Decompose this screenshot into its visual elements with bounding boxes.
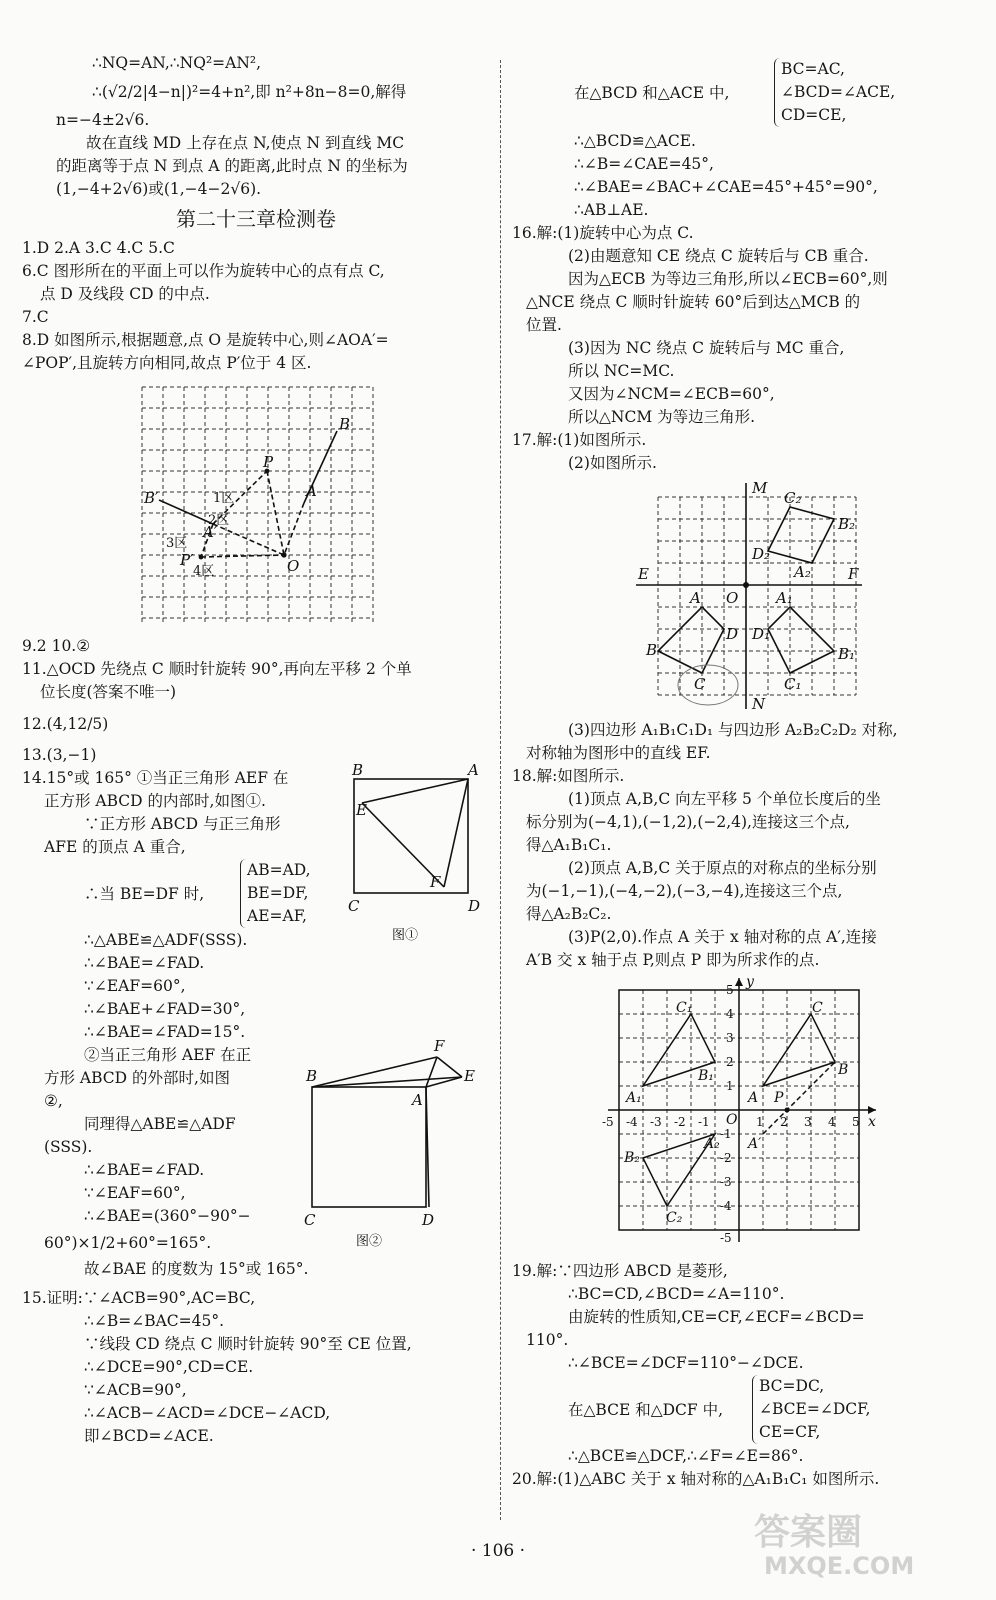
text-line: ∴当 BE=DF 时, bbox=[84, 885, 205, 903]
text-line: 又因为∠NCM=∠ECB=60°, bbox=[568, 385, 775, 403]
text-line: ∴∠BAE=∠FAD=15°. bbox=[84, 1023, 246, 1041]
text-line: (2)由题意知 CE 绕点 C 旋转后与 CB 重合. bbox=[568, 247, 869, 265]
equation: CD=CE, bbox=[781, 106, 847, 124]
tick-x: 4 bbox=[828, 1115, 836, 1129]
label-b2: B₂ bbox=[838, 515, 856, 533]
label-c2: C₂ bbox=[666, 1210, 683, 1226]
text-line: (3)因为 NC 绕点 C 旋转后与 MC 重合, bbox=[568, 339, 845, 357]
text-line: 得△A₁B₁C₁. bbox=[526, 836, 612, 854]
coordinate-figure-q18 bbox=[512, 976, 974, 1256]
text-line: ∵线段 CD 绕点 C 顺时针旋转 90°至 CE 位置, bbox=[84, 1335, 412, 1353]
square-abcd bbox=[312, 1087, 426, 1207]
label-e: E bbox=[638, 565, 649, 583]
point-o bbox=[743, 582, 749, 588]
label-o: O bbox=[726, 589, 739, 607]
tick-y: -3 bbox=[720, 1175, 732, 1189]
grid-figure-q17 bbox=[512, 479, 974, 715]
label-b: B bbox=[306, 1067, 318, 1085]
q14-block bbox=[22, 763, 490, 1287]
text-line: ∴∠BAE=∠FAD. bbox=[84, 1161, 205, 1179]
triangle-abc bbox=[763, 1014, 835, 1086]
label-c: C bbox=[694, 675, 706, 693]
text-line: ∴∠B=∠BAC=45°. bbox=[84, 1312, 225, 1330]
point-pp bbox=[199, 555, 204, 560]
equation-system bbox=[774, 58, 895, 127]
quad-a1b1c1d1 bbox=[768, 607, 834, 673]
system-row bbox=[512, 58, 974, 130]
label-zone3: 3区 bbox=[166, 536, 188, 551]
equation: AE=AF, bbox=[247, 907, 307, 925]
pencil-mark bbox=[678, 665, 738, 705]
tick-y: -2 bbox=[720, 1151, 732, 1165]
label-o: O bbox=[287, 557, 300, 575]
text-line: 方形 ABCD 的外部时,如图 bbox=[44, 1069, 230, 1087]
tick-x: -1 bbox=[698, 1115, 710, 1129]
answer-line: 点 D 及线段 CD 的中点. bbox=[40, 285, 210, 303]
tick-x: -4 bbox=[626, 1115, 638, 1129]
text-line: 位置. bbox=[526, 316, 562, 334]
label-f: F bbox=[848, 565, 859, 583]
text-line: ∴∠BAE=∠FAD. bbox=[84, 954, 205, 972]
tick-y: 4 bbox=[726, 1007, 734, 1021]
text-line: (3)四边形 A₁B₁C₁D₁ 与四边形 A₂B₂C₂D₂ 对称, bbox=[568, 721, 898, 739]
text-line: 故∠BAE 的度数为 15°或 165°. bbox=[84, 1260, 309, 1278]
tick-y: -1 bbox=[720, 1127, 732, 1141]
equation: BC=AC, bbox=[781, 60, 845, 78]
label-e: E bbox=[464, 1067, 475, 1085]
label-b: B bbox=[339, 415, 351, 433]
label-a: A bbox=[306, 482, 317, 500]
label-pp: P′ bbox=[180, 551, 194, 569]
label-x: x bbox=[868, 1114, 876, 1130]
tick-y: 2 bbox=[726, 1055, 734, 1069]
text-line: 得△A₂B₂C₂. bbox=[526, 905, 612, 923]
label-f: F bbox=[430, 873, 441, 891]
answer-line: 1.D 2.A 3.C 4.C 5.C bbox=[22, 239, 175, 257]
label-a: A bbox=[690, 589, 701, 607]
equation: CE=CF, bbox=[759, 1423, 821, 1441]
fig2-caption: 图② bbox=[356, 1234, 383, 1249]
square-abcd bbox=[354, 779, 468, 893]
dash-a-o bbox=[284, 503, 304, 555]
label-zone4: 4区 bbox=[193, 564, 215, 579]
equation: ∠BCD=∠ACE, bbox=[781, 83, 896, 101]
label-d1: D₁ bbox=[752, 625, 771, 643]
text-line: ∴∠BAE+∠FAD=30°, bbox=[84, 1000, 246, 1018]
column-divider bbox=[500, 60, 501, 1520]
label-c: C bbox=[304, 1211, 316, 1229]
text-line: ②, bbox=[44, 1092, 63, 1110]
grid-figure-q8 bbox=[22, 379, 490, 631]
label-a1: A₁ bbox=[626, 1090, 642, 1106]
figure-q18 bbox=[512, 976, 974, 1256]
segment-ae bbox=[362, 779, 468, 803]
label-b: B bbox=[352, 763, 364, 779]
text-line: 19.解:∵四边形 ABCD 是菱形, bbox=[512, 1262, 728, 1280]
equation-system bbox=[752, 1375, 870, 1444]
text-line: 20.解:(1)△ABC 关于 x 轴对称的△A₁B₁C₁ 如图所示. bbox=[512, 1470, 880, 1488]
text-line: ∴NQ=AN,∴NQ²=AN², bbox=[92, 54, 262, 72]
answer-line: 8.D 如图所示,根据题意,点 O 是旋转中心,则∠AOA′= bbox=[22, 331, 389, 349]
text-line: 标分别为(−4,1),(−1,2),(−2,4),连接这三个点, bbox=[526, 813, 850, 831]
segment-bpap bbox=[159, 500, 213, 524]
text-line: 所以 NC=MC. bbox=[568, 362, 675, 380]
point-o bbox=[281, 552, 286, 557]
watermark-line2: MXQE.COM bbox=[764, 1552, 915, 1580]
text-line: ∴∠DCE=90°,CD=CE. bbox=[84, 1358, 254, 1376]
text-line: 所以△NCM 为等边三角形. bbox=[568, 408, 756, 426]
figure-2 bbox=[292, 1037, 492, 1249]
text-line: 由旋转的性质知,CE=CF,∠ECF=∠BCD= bbox=[568, 1308, 865, 1326]
quad-a2b2c2d2 bbox=[768, 507, 834, 563]
page-number: · 106 · bbox=[470, 1541, 526, 1561]
text-line: AFE 的顶点 A 重合, bbox=[44, 838, 186, 856]
fig1-caption: 图① bbox=[392, 928, 419, 943]
text-line: △NCE 绕点 C 顺时针旋转 60°后到达△MCB 的 bbox=[526, 293, 861, 311]
answer-line: 6.C 图形所在的平面上可以作为旋转中心的点有点 C, bbox=[22, 262, 385, 280]
tick-x: -2 bbox=[674, 1115, 686, 1129]
text-line: (2)顶点 A,B,C 关于原点的对称点的坐标分别 bbox=[568, 859, 877, 877]
equation: BE=DF, bbox=[247, 884, 309, 902]
text-line: (SSS). bbox=[44, 1138, 93, 1156]
text-line: A′B 交 x 轴于点 P,则点 P 即为所求作的点. bbox=[526, 951, 820, 969]
label-p: P bbox=[774, 1090, 784, 1106]
figure-1 bbox=[340, 763, 490, 943]
label-a: A bbox=[748, 1090, 759, 1106]
label-c1: C₁ bbox=[676, 1000, 693, 1016]
text-line: ∴(√2/2|4−n|)²=4+n²,即 n²+8n−8=0,解得 bbox=[92, 83, 407, 101]
segment-fe bbox=[437, 1057, 462, 1077]
dash-ap-o bbox=[213, 524, 284, 555]
segment-af bbox=[444, 779, 468, 887]
text-line: 同理得△ABE≌△ADF bbox=[84, 1115, 236, 1133]
label-a: A bbox=[412, 1091, 423, 1109]
label-d2: D₂ bbox=[752, 545, 771, 563]
answer-line: ∠POP′,且旋转方向相同,故点 P′位于 4 区. bbox=[22, 354, 312, 372]
answer-line: 7.C bbox=[22, 308, 49, 326]
y-axis-arrow bbox=[735, 978, 743, 986]
text-line: ∴△ABE≌△ADF(SSS). bbox=[84, 931, 248, 949]
label-d: D bbox=[422, 1211, 435, 1229]
label-b: B bbox=[838, 1062, 849, 1078]
text-line: ∵∠EAF=60°, bbox=[84, 1184, 186, 1202]
label-y: y bbox=[746, 976, 754, 990]
label-c: C bbox=[348, 897, 360, 915]
system-row bbox=[512, 1375, 974, 1445]
text-line: 16.解:(1)旋转中心为点 C. bbox=[512, 224, 694, 242]
text-line: 14.15°或 165° ①当正三角形 AEF 在 bbox=[22, 769, 289, 787]
label-b1: B₁ bbox=[838, 645, 856, 663]
label-d: D bbox=[726, 625, 739, 643]
tick-y: -5 bbox=[720, 1231, 732, 1245]
left-column bbox=[22, 52, 490, 1448]
text-line: ∴∠BAE=∠BAC+∠CAE=45°+45°=90°, bbox=[574, 178, 878, 196]
tick-x: 1 bbox=[756, 1115, 764, 1129]
text-line: 为(−1,−1),(−4,−2),(−3,−4),连接这三个点, bbox=[526, 882, 843, 900]
label-ap: A′ bbox=[748, 1136, 762, 1152]
text-line: ∴∠ACB−∠ACD=∠DCE−∠ACD, bbox=[84, 1404, 331, 1422]
answer-line: 13.(3,−1) bbox=[22, 746, 97, 764]
text-line: 15.证明:∵∠ACB=90°,AC=BC, bbox=[22, 1289, 256, 1307]
text-line: ∵正方形 ABCD 与正三角形 bbox=[84, 815, 281, 833]
equation-system bbox=[240, 859, 311, 928]
label-p: P bbox=[263, 453, 274, 471]
label-e: E bbox=[356, 801, 367, 819]
label-c: C bbox=[812, 1000, 823, 1016]
text-line: (2)如图所示. bbox=[568, 454, 657, 472]
label-a2: A₂ bbox=[794, 563, 811, 581]
figure-q17 bbox=[512, 479, 974, 715]
text-line: 60°)×1/2+60°=165°. bbox=[44, 1234, 212, 1252]
equation: BC=DC, bbox=[759, 1377, 825, 1395]
text-line: 即∠BCD=∠ACE. bbox=[84, 1427, 214, 1445]
quad-abcd bbox=[658, 607, 724, 673]
text-line: (3)P(2,0).作点 A 关于 x 轴对称的点 A′,连接 bbox=[568, 928, 877, 946]
figure-q8 bbox=[22, 379, 490, 631]
text-line: ∴∠BCE=∠DCF=110°−∠DCE. bbox=[568, 1354, 804, 1372]
tick-y: 1 bbox=[726, 1079, 734, 1093]
chapter-title: 第二十三章检测卷 bbox=[176, 207, 336, 231]
text-line: ∴AB⊥AE. bbox=[574, 201, 649, 219]
label-a1: A₁ bbox=[776, 589, 793, 607]
text-line: 因为△ECB 为等边三角形,所以∠ECB=60°,则 bbox=[568, 270, 888, 288]
x-axis-arrow bbox=[868, 1106, 876, 1114]
text-line: 的距离等于点 N 到点 A 的距离,此时点 N 的坐标为 bbox=[56, 157, 408, 175]
label-bp: B′ bbox=[144, 489, 159, 507]
text-line: ∴△BCE≌△DCF,∴∠F=∠E=86°. bbox=[568, 1447, 804, 1465]
text-line: 18.解:如图所示. bbox=[512, 767, 625, 785]
answer-line: 12.(4,12/5) bbox=[22, 715, 109, 733]
text-line: 正方形 ABCD 的内部时,如图①. bbox=[44, 792, 266, 810]
text-line: ∵∠ACB=90°, bbox=[84, 1381, 187, 1399]
text-line: 对称轴为图形中的直线 EF. bbox=[526, 744, 711, 762]
label-b2: B₂ bbox=[624, 1150, 640, 1166]
text-line: 17.解:(1)如图所示. bbox=[512, 431, 647, 449]
tick-y: -4 bbox=[720, 1199, 732, 1213]
equation: ∠BCE=∠DCF, bbox=[759, 1400, 871, 1418]
point-p bbox=[785, 1108, 790, 1113]
label-zone2: 2区 bbox=[208, 513, 230, 528]
text-line: n=−4±2√6. bbox=[56, 111, 150, 129]
label-n: N bbox=[752, 695, 766, 713]
label-ap: A′ bbox=[203, 523, 218, 541]
text-line: ∴∠B=∠CAE=45°, bbox=[574, 155, 714, 173]
label-zone1: 1区 bbox=[213, 491, 235, 506]
answer-line: 位长度(答案不唯一) bbox=[40, 683, 177, 701]
label-m: M bbox=[752, 479, 768, 497]
text-line: 在△BCE 和△DCF 中, bbox=[568, 1401, 724, 1419]
label-b: B bbox=[646, 641, 658, 659]
label-a: A bbox=[468, 763, 479, 779]
tick-x: -3 bbox=[650, 1115, 662, 1129]
label-a2: A₂ bbox=[704, 1136, 720, 1152]
answer-line: 9.2 10.② bbox=[22, 637, 91, 655]
equation: AB=AD, bbox=[247, 861, 311, 879]
text-line: ∴∠BAE=(360°−90°− bbox=[84, 1207, 251, 1225]
label-c2: C₂ bbox=[784, 489, 802, 507]
watermark-line1: 答案圈 bbox=[754, 1512, 863, 1553]
text-line: (1,−4+2√6)或(1,−4−2√6). bbox=[56, 180, 262, 198]
text-line: 在△BCD 和△ACE 中, bbox=[574, 84, 730, 102]
tick-x: -5 bbox=[602, 1115, 614, 1129]
label-b1: B₁ bbox=[698, 1068, 714, 1084]
tick-x: 3 bbox=[804, 1115, 812, 1129]
tick-x: 2 bbox=[780, 1115, 788, 1129]
text-line: ②当正三角形 AEF 在正 bbox=[84, 1046, 252, 1064]
label-f: F bbox=[434, 1037, 445, 1055]
answer-line: 11.△OCD 先绕点 C 顺时针旋转 90°,再向左平移 2 个单 bbox=[22, 660, 412, 678]
label-o: O bbox=[726, 1112, 738, 1128]
tick-y: 5 bbox=[726, 983, 734, 997]
text-line: 故在直线 MD 上存在点 N,使点 N 到直线 MC bbox=[86, 134, 405, 152]
segment-af bbox=[426, 1057, 437, 1087]
watermark-logo bbox=[746, 1504, 976, 1580]
text-line: (1)顶点 A,B,C 向左平移 5 个单位长度后的坐 bbox=[568, 790, 881, 808]
tick-y: 3 bbox=[726, 1031, 734, 1045]
text-line: ∵∠EAF=60°, bbox=[84, 977, 186, 995]
text-line: ∴BC=CD,∠BCD=∠A=110°. bbox=[568, 1285, 785, 1303]
tick-x: 5 bbox=[852, 1115, 860, 1129]
label-d: D bbox=[468, 897, 481, 915]
right-column bbox=[512, 58, 974, 1491]
text-line: ∴△BCD≌△ACE. bbox=[574, 132, 696, 150]
label-c1: C₁ bbox=[784, 675, 802, 693]
text-line: 110°. bbox=[526, 1331, 569, 1349]
